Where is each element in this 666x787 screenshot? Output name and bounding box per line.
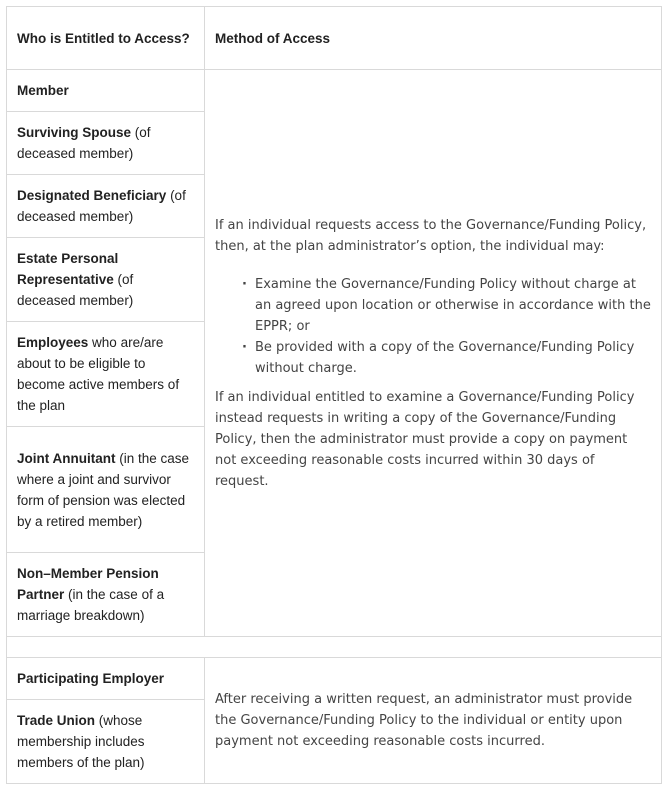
spacer-row [7,637,662,658]
entitled-note: (of deceased member) [17,272,134,308]
entitled-name: Joint Annuitant [17,450,116,466]
entitled-note: (whose membership includes members of the plan) [17,713,145,770]
entitled-note: (of deceased member) [17,125,151,161]
entitled-note: who are/are about to be eligible to become active members of the plan [17,335,180,413]
method-cell-group1 [205,70,662,637]
header-who: Who is Entitled to Access? [7,7,205,70]
method-options [215,274,651,379]
entitled-name: Surviving Spouse [17,125,132,140]
method-option: · Examine the Governance/Funding Policy without charge at an agreed upon location or otherwise in accordance with the EPPR; or [245,274,651,337]
entitled-employees [7,322,205,427]
method-text: After receiving a written request, an administrator must provide the Governance/Funding Policy to the individual or entity upon payment not exceeding reasonable costs incurred. [215,692,633,749]
entitled-pension-partner [7,553,205,637]
entitled-estate-representative [7,238,205,322]
entitled-surviving-spouse [7,112,205,175]
entitled-joint-annuitant [7,427,205,553]
header-row [7,7,662,70]
entitled-trade-union [7,700,205,784]
entitled-member [7,70,205,112]
entitled-name: Trade Union [17,713,96,728]
entitled-name: Member [17,83,69,98]
entitled-name: Non–Member Pension Partner [17,566,159,602]
method-intro: If an individual requests access to the Governance/Funding Policy, then, at the plan administrator’s option, the individual may: [215,217,647,254]
entitled-designated-beneficiary [7,175,205,238]
method-outro: If an individual entitled to examine a Governance/Funding Policy instead requests in writing a copy of the Governance/Funding Policy, then the administrator must provide a copy on payment not exceeding reasonable costs incurred within 30 days of request. [215,389,635,489]
entitled-note: (in the case of a marriage breakdown) [17,587,165,623]
entitled-note: (in the case where a joint and survivor form of pension was elected by a retired member) [17,450,190,529]
header-method: Method of Access [205,7,662,70]
table-row [7,658,662,700]
access-table [6,6,662,784]
entitled-name: Participating Employer [17,671,165,686]
entitled-name: Designated Beneficiary [17,188,167,203]
entitled-note: (of deceased member) [17,188,186,224]
entitled-name: Estate Personal Representative [17,251,119,287]
method-option: · Be provided with a copy of the Governance/Funding Policy without charge. [245,337,651,379]
entitled-name: Employees [17,335,89,350]
entitled-participating-employer [7,658,205,700]
spacer-cell [7,637,662,658]
table-row [7,70,662,112]
method-cell-group2 [205,658,662,784]
